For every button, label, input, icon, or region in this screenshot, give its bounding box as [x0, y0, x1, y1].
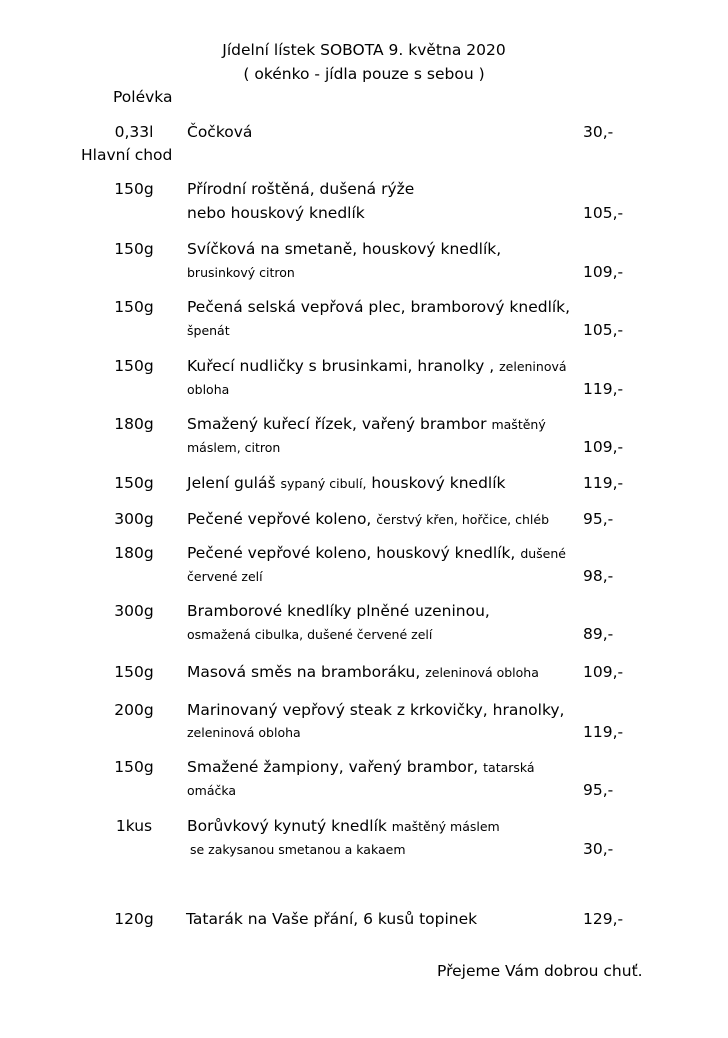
item-note: se zakysanou smetanou a kakaem	[190, 842, 406, 857]
item-name: Smažené žampiony, vařený brambor, tatarská	[187, 758, 535, 776]
item-qty: 1kus	[115, 817, 153, 835]
footer-greeting: Přejeme Vám dobrou chuť.	[437, 962, 643, 980]
item-note: červené zelí	[187, 569, 263, 584]
special-name: Tatarák na Vaše přání, 6 kusů topinek	[186, 910, 478, 928]
item-note-inline: maštěný	[491, 417, 546, 432]
item-name: Pečené vepřové koleno, houskový knedlík, dušené	[187, 544, 566, 562]
item-qty: 150g	[114, 758, 154, 776]
item-name: Přírodní roštěná, dušená rýže	[187, 180, 415, 198]
item-price: 30,-	[583, 840, 614, 858]
item-name: Borůvkový kynutý knedlík maštěný máslem	[187, 817, 500, 835]
item-price: 109,-	[583, 663, 624, 681]
item-price: 119,-	[583, 474, 624, 492]
item-note-inline: maštěný máslem	[391, 819, 500, 834]
item-price: 109,-	[583, 438, 624, 456]
soup-name: Čočková	[187, 123, 253, 141]
item-qty: 200g	[114, 701, 154, 719]
item-price: 105,-	[583, 321, 624, 339]
item-note-inline: čerstvý křen, hořčice, chléb	[376, 512, 550, 527]
item-name: Svíčková na smetaně, houskový knedlík,	[187, 240, 502, 258]
item-price: 98,-	[583, 567, 614, 585]
item-note: obloha	[187, 382, 230, 397]
item-qty: 150g	[114, 357, 154, 375]
item-name: Masová směs na bramboráku, zeleninová obloha	[187, 663, 539, 681]
item-price: 95,-	[583, 510, 614, 528]
item-note-inline: zeleninová	[499, 359, 567, 374]
item-name: Kuřecí nudličky s brusinkami, hranolky , zeleninová	[187, 357, 567, 375]
item-note: máslem, citron	[187, 440, 281, 455]
item-qty: 300g	[114, 602, 154, 620]
item-name-line2: nebo houskový knedlík	[187, 204, 365, 222]
item-note: omáčka	[187, 783, 237, 798]
section-soup-label: Polévka	[113, 88, 173, 106]
item-note: špenát	[187, 323, 230, 338]
item-name: Jelení guláš sypaný cibulí, houskový knedlík	[187, 474, 506, 492]
item-qty: 150g	[114, 474, 154, 492]
item-note-inline: dušené	[520, 546, 566, 561]
item-price: 89,-	[583, 625, 614, 643]
item-qty: 180g	[114, 544, 154, 562]
item-qty: 150g	[114, 298, 154, 316]
item-qty: 150g	[114, 240, 154, 258]
item-price: 109,-	[583, 263, 624, 281]
item-note-inline: tatarská	[483, 760, 535, 775]
item-price: 119,-	[583, 723, 624, 741]
item-note: brusinkový citron	[187, 265, 295, 280]
item-qty: 300g	[114, 510, 154, 528]
item-note-inline: sypaný cibulí,	[280, 476, 367, 491]
soup-qty: 0,33l	[114, 123, 154, 141]
item-name: Bramborové knedlíky plněné uzeninou,	[187, 602, 490, 620]
special-price: 129,-	[583, 910, 624, 928]
item-name: Pečená selská vepřová plec, bramborový knedlík,	[187, 298, 571, 316]
item-price: 95,-	[583, 781, 614, 799]
section-main-label: Hlavní chod	[81, 146, 173, 164]
menu-subtitle: ( okénko - jídla pouze s sebou )	[243, 65, 485, 83]
item-name: Smažený kuřecí řízek, vařený brambor maštěný	[187, 415, 546, 433]
item-qty: 150g	[114, 663, 154, 681]
soup-price: 30,-	[583, 123, 614, 141]
item-note-inline: zeleninová obloha	[425, 665, 539, 680]
item-note: zeleninová obloha	[187, 725, 301, 740]
item-name: Pečené vepřové koleno, čerstvý křen, hořčice, chléb	[187, 510, 550, 528]
item-qty: 180g	[114, 415, 154, 433]
special-qty: 120g	[114, 910, 154, 928]
item-note: osmažená cibulka, dušené červené zelí	[187, 627, 433, 642]
item-qty: 150g	[114, 180, 154, 198]
item-name: Marinovaný vepřový steak z krkovičky, hranolky,	[187, 701, 565, 719]
item-price: 119,-	[583, 380, 624, 398]
menu-title: Jídelní lístek SOBOTA 9. května 2020	[222, 41, 506, 59]
item-price: 105,-	[583, 204, 624, 222]
